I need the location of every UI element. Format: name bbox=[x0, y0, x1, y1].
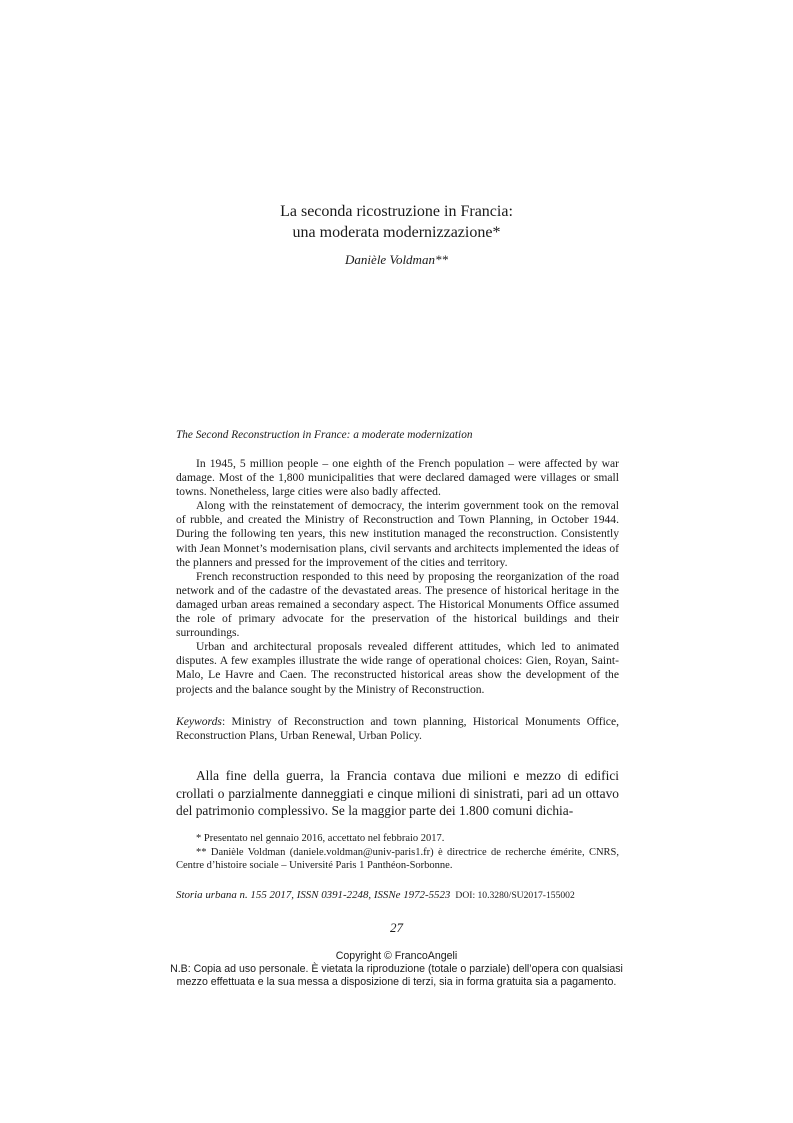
article-title-line-1: La seconda ricostruzione in Francia: bbox=[280, 203, 513, 220]
article-author: Danièle Voldman** bbox=[345, 252, 448, 267]
abstract-paragraph: French reconstruction responded to this need by proposing the reorganization of the road network and of the cadastre of the devastated areas. The presence of historical heritage in the damaged urban areas remained a secondary aspect. The Historical Monuments Office assumed the role of primary advocate for the preservation of the historical buildings and their surroundings. bbox=[176, 569, 619, 640]
body-paragraph: Alla fine della guerra, la Francia contava due milioni e mezzo di edifici crollati o parzialmente danneggiati e cinque milioni di sinistrati, pari ad un ottavo del patrimonio complessivo. Se la maggior parte dei 1.800 comuni dichia- bbox=[176, 768, 619, 818]
footnote-submission: * Presentato nel gennaio 2016, accettato nel febbraio 2017. bbox=[196, 833, 445, 844]
abstract-paragraph: Urban and architectural proposals revealed different attitudes, which led to animated disputes. A few examples illustrate the wide range of operational choices: Gien, Royan, Saint-Malo, Le Havre and Caen. The reconstructed historical areas show the development of the projects and the balance sought by the Ministry of Reconstruction. bbox=[176, 640, 619, 696]
copyright-line: Copyright © FrancoAngeli bbox=[335, 950, 458, 962]
journal-citation bbox=[176, 889, 619, 901]
page-number: 27 bbox=[390, 920, 403, 935]
article-title bbox=[0, 201, 793, 243]
notice-line-2: mezzo effettuata e la sua messa a disposizione di terzi, sia in forma gratuita sia a pagamento. bbox=[176, 976, 617, 989]
footnote-author: ** Danièle Voldman (daniele.voldman@univ-paris1.fr) è directrice de recherche émérite, CNRS, Centre d’histoire sociale – Université Paris 1 Panthéon-Sorbonne. bbox=[176, 846, 619, 871]
body-text bbox=[176, 767, 619, 820]
keywords bbox=[176, 715, 619, 743]
keywords-text: : Ministry of Reconstruction and town planning, Historical Monuments Office, Reconstruction Plans, Urban Renewal, Urban Policy. bbox=[176, 715, 619, 743]
copyright-notice bbox=[0, 950, 793, 990]
abstract-paragraph: Along with the reinstatement of democracy, the interim government took on the removal of rubble, and created the Ministry of Reconstruction and Town Planning, in October 1944. During the following ten years, this new institution managed the reconstruction. Consistently with Jean Monnet’s modernisation plans, civil servants and architects implemented the ideas of the planners and pressed for the improvement of the cities and territory. bbox=[176, 499, 619, 569]
abstract bbox=[176, 457, 619, 697]
abstract-heading: The Second Reconstruction in France: a moderate modernization bbox=[176, 429, 473, 441]
abstract-paragraph: In 1945, 5 million people – one eighth of the French population – were affected by war damage. Most of the 1,800 municipalities that were declared damaged were villages or small towns. Nonetheless, large cities were also badly affected. bbox=[176, 457, 619, 499]
doi: DOI: 10.3280/SU2017-155002 bbox=[455, 890, 575, 901]
notice-line-1: N.B: Copia ad uso personale. È vietata la riproduzione (totale o parziale) dell’opera con qualsiasi bbox=[170, 963, 623, 976]
article-title-line-2: una moderata modernizzazione* bbox=[292, 224, 501, 241]
journal-info: Storia urbana n. 155 2017, ISSN 0391-2248, ISSNe 1972-5523 bbox=[176, 889, 451, 901]
keywords-label: Keywords bbox=[176, 715, 222, 728]
footnotes bbox=[176, 832, 619, 873]
